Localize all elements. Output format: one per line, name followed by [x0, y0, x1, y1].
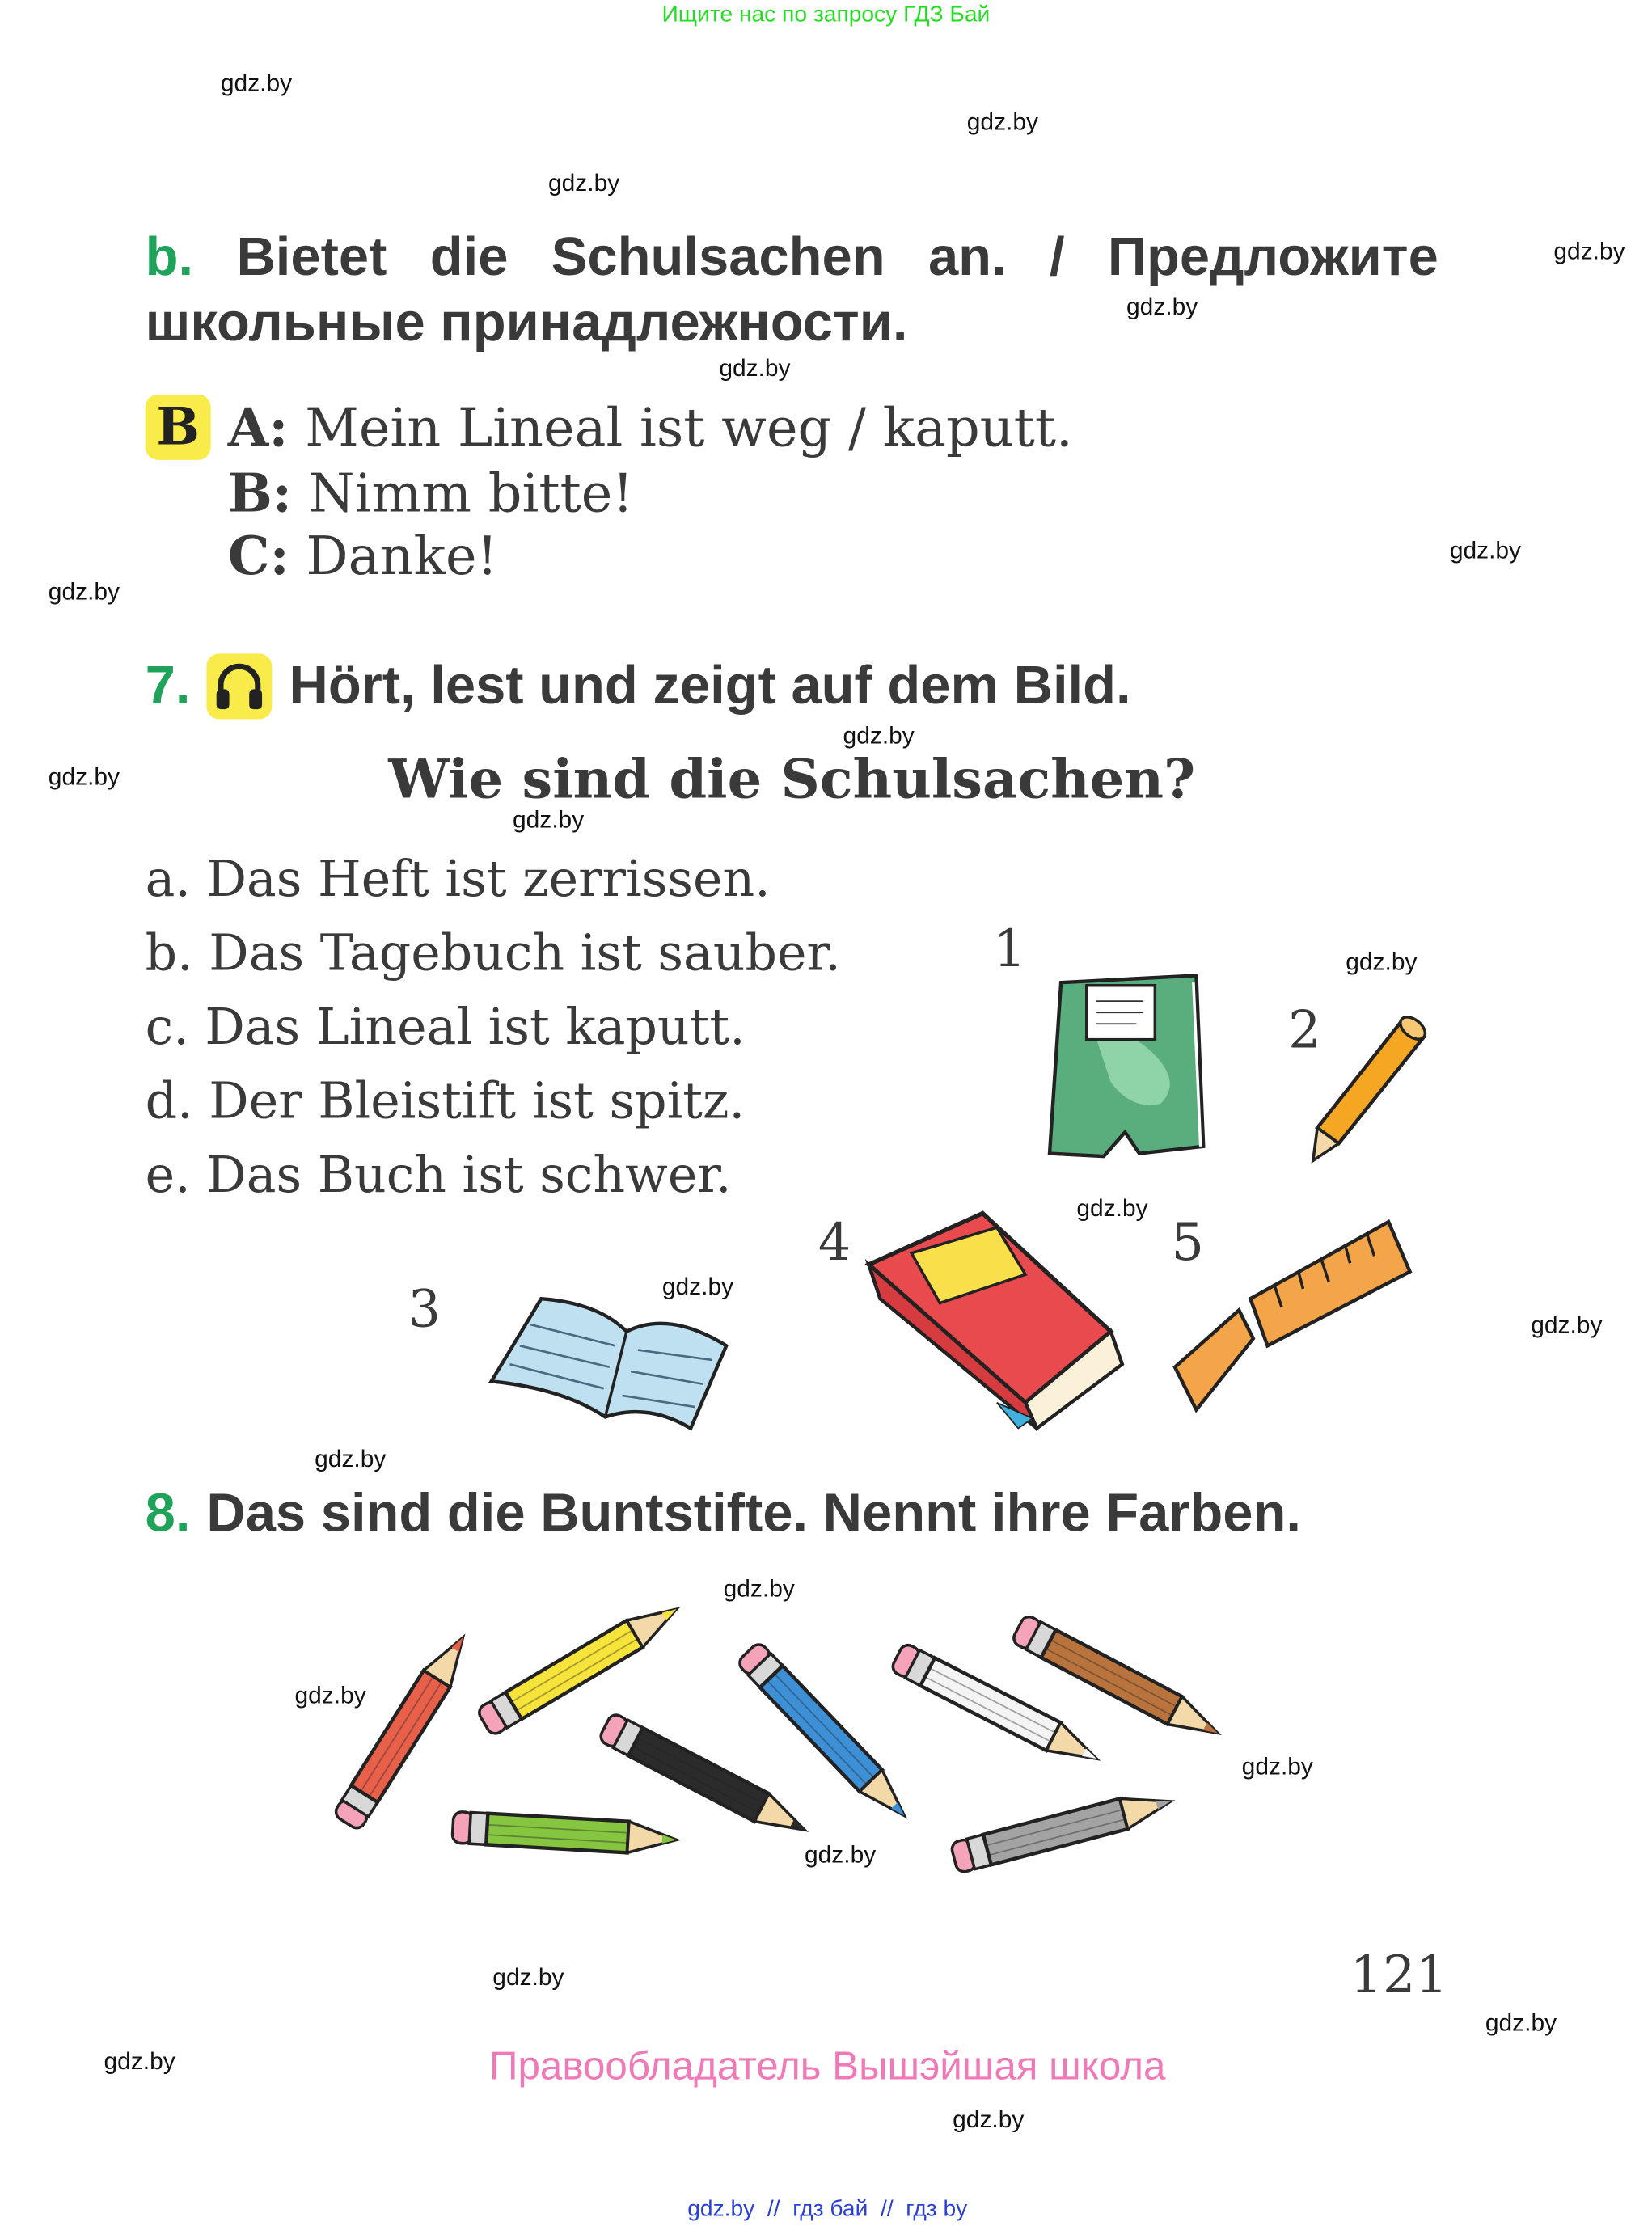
- sharp-pencil-illustration: [1313, 1012, 1430, 1160]
- speaker: B:: [227, 461, 292, 525]
- sentence-item: d. Der Bleistift ist spitz.: [145, 1073, 746, 1131]
- speaker: C:: [227, 524, 289, 587]
- colored-pencil: [476, 1595, 685, 1736]
- watermark-text: gdz.by: [1485, 2009, 1557, 2037]
- watermark-text: gdz.by: [1126, 293, 1198, 321]
- picture-number: 1: [993, 920, 1026, 979]
- colored-pencil: [950, 1786, 1175, 1873]
- watermark-text: gdz.by: [953, 2106, 1025, 2134]
- watermark-text: gdz.by: [661, 1273, 734, 1300]
- exercise-7-title: Hört, lest und zeigt auf dem Bild.: [289, 656, 1131, 716]
- dialogue-text: Nimm bitte!: [291, 463, 634, 525]
- page-number: 121: [1350, 1946, 1448, 2005]
- watermark-text: gdz.by: [1346, 948, 1418, 976]
- exercise-8-number: 8.: [145, 1484, 191, 1544]
- watermark-text: gdz.by: [512, 805, 585, 834]
- watermark-text: gdz.by: [1241, 1753, 1313, 1780]
- exercise-7-subtitle: Wie sind die Schulsachen?: [388, 746, 1196, 811]
- watermark-text: gdz.by: [966, 108, 1038, 136]
- dialogue-text: Mein Lineal ist weg / kaputt.: [288, 397, 1073, 459]
- broken-ruler-illustration: [1175, 1222, 1410, 1409]
- watermark-text: gdz.by: [547, 169, 620, 197]
- colored-pencil: [452, 1811, 678, 1856]
- copyright-notice: Правообладатель Вышэйшая школа: [489, 2043, 1166, 2088]
- watermark-text: gdz.by: [48, 578, 120, 606]
- dialogue-text: Danke!: [289, 525, 498, 587]
- torn-notebook-illustration: [1050, 975, 1203, 1156]
- watermark-text: gdz.by: [843, 721, 915, 750]
- title-line1: Bietet die Schulsachen an. / Предложите: [236, 227, 1439, 288]
- watermark-text: gdz.by: [294, 1681, 366, 1709]
- footer-links[interactable]: gdz.by // гдз бай // гдз by: [687, 2197, 968, 2222]
- watermark-text: gdz.by: [1076, 1194, 1148, 1223]
- watermark-text: gdz.by: [719, 354, 791, 382]
- watermark-text: gdz.by: [220, 70, 293, 97]
- watermark-text: gdz.by: [492, 1963, 564, 1992]
- watermark-text: gdz.by: [723, 1574, 795, 1603]
- watermark-text: gdz.by: [1531, 1312, 1603, 1339]
- heavy-book-illustration: [868, 1214, 1122, 1429]
- section-letter: b.: [145, 227, 194, 288]
- watermark-text: gdz.by: [104, 2047, 175, 2076]
- exercise-8-title: Das sind die Buntstifte. Nennt ihre Farben.: [206, 1484, 1301, 1544]
- watermark-text: gdz.by: [1553, 238, 1625, 265]
- sentence-item: a. Das Heft ist zerrissen.: [145, 851, 771, 909]
- exercise-7-number: 7.: [145, 656, 191, 716]
- picture-number: 2: [1288, 1002, 1321, 1061]
- open-book-illustration: [492, 1299, 727, 1428]
- sentence-item: e. Das Buch ist schwer.: [145, 1147, 732, 1205]
- speaker: A:: [227, 395, 289, 459]
- picture-number: 5: [1171, 1214, 1205, 1273]
- search-banner[interactable]: Ищите нас по запросу ГДЗ Бай: [661, 2, 991, 27]
- sentence-item: b. Das Tagebuch ist sauber.: [145, 925, 841, 983]
- watermark-text: gdz.by: [1449, 536, 1522, 564]
- sentence-item: c. Das Lineal ist kaputt.: [145, 999, 746, 1057]
- picture-number: 3: [408, 1281, 442, 1340]
- colored-pencil: [333, 1629, 476, 1831]
- picture-number: 4: [818, 1214, 851, 1273]
- badge-letter: B: [156, 397, 200, 458]
- watermark-text: gdz.by: [48, 763, 120, 791]
- section-b-title-line2: школьные принадлежности.: [145, 293, 908, 353]
- watermark-text: gdz.by: [315, 1445, 387, 1473]
- colored-pencils-group: [333, 1595, 1225, 1873]
- watermark-text: gdz.by: [804, 1841, 877, 1869]
